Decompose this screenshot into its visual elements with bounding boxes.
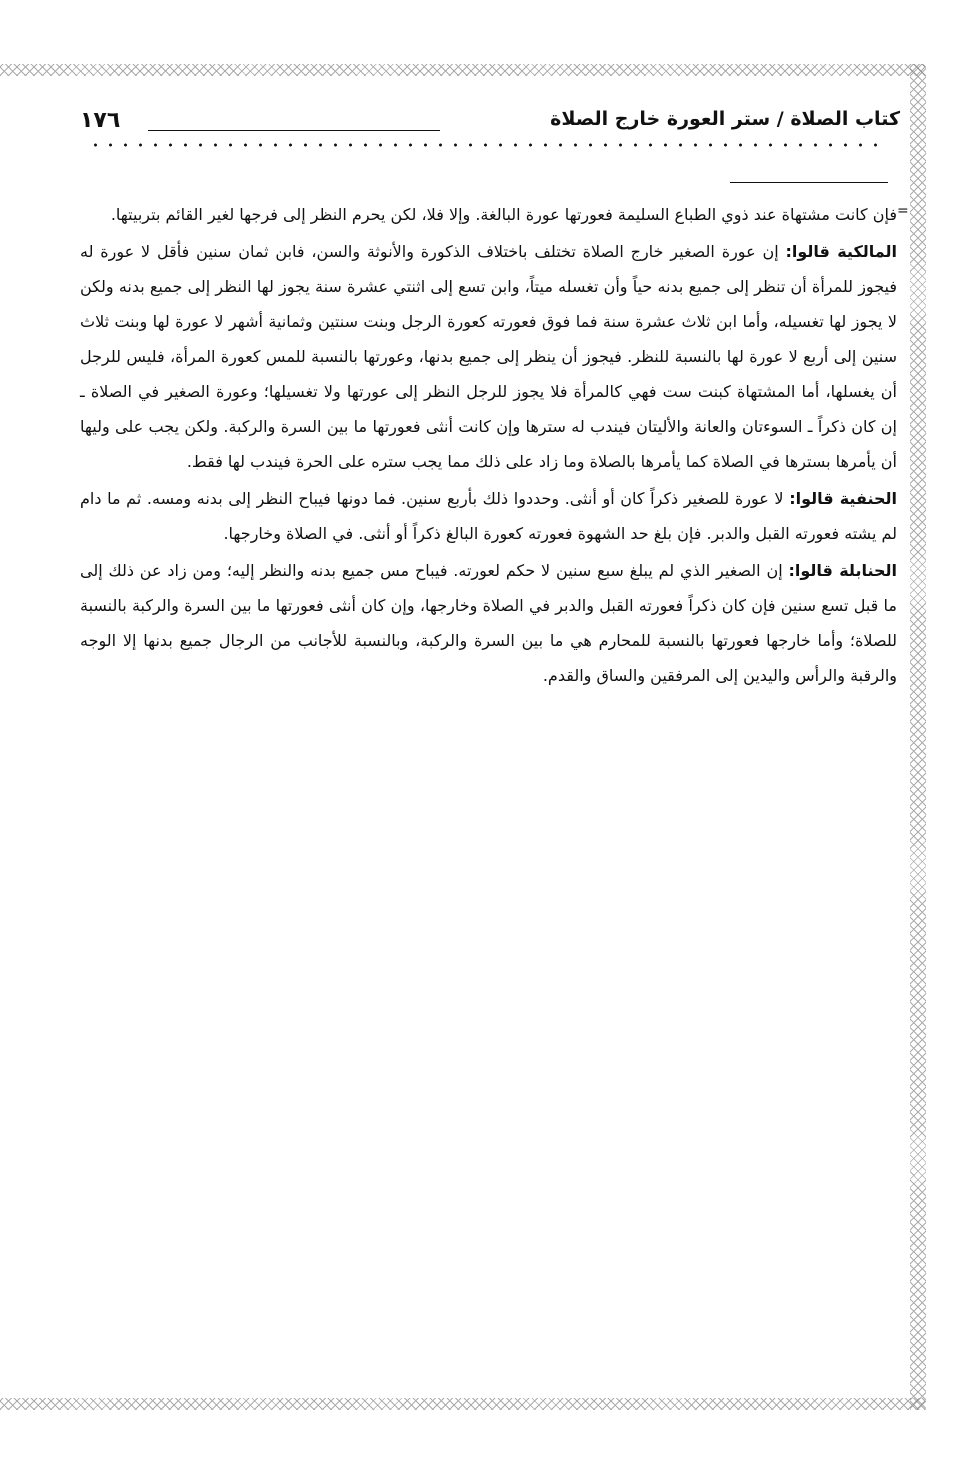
- decorative-border-top: [0, 64, 925, 76]
- page-number: ١٧٦: [80, 108, 121, 133]
- continuation-mark: =: [897, 203, 909, 219]
- decorative-border-bottom: [0, 1398, 925, 1410]
- running-title: كتاب الصلاة / ستر العورة خارج الصلاة: [550, 108, 900, 130]
- footnote-rule: [730, 182, 888, 183]
- page-header: [80, 108, 900, 142]
- paragraph-lead: الحنابلة قالوا:: [788, 561, 898, 580]
- paragraph-text: فإن كانت مشتهاة عند ذوي الطباع السليمة فعورتها عورة البالغة. وإلا فلا، لكن يحرم النظر إلى فرجها لغير القائم بتربيتها.: [110, 205, 897, 224]
- paragraph-continuation: [80, 197, 897, 232]
- footnote-body: [80, 197, 897, 695]
- paragraph-malikiyya: [80, 234, 897, 479]
- paragraph-text: إن عورة الصغير خارج الصلاة تختلف باختلاف الذكورة والأنوثة والسن، فابن ثمان سنين فأقل لا عورة له فيجوز للمرأة أن تنظر إلى جميع بدنه حياً وأن تغسله ميتاً، وابن تسع إلى اثنتي عشرة سنة يجوز لها النظر إلى جميع بدنه ولكن لا يجوز لها تغسيله، وأما ابن ثلاث عشرة سنة فما فوق فعورته كعورة الرجل وبنت سنتين وثمانية أشهر لا عورة لها وبنت ثلاث سنين إلى أربع لا عورة لها بالنسبة للنظر. فيجوز أن ينظر إلى جميع بدنها، وعورتها بالنسبة للمس كعورة المرأة، فليس للرجل أن يغسلها، أما المشتهاة كبنت ست فهي كالمرأة فلا يجوز للرجل النظر إلى عورتها ولا تغسيلها؛ وعورة الصغير في الصلاة ـ إن كان ذكراً ـ السوءتان والعانة والأليتان فيندب له سترها وإن كانت أنثى فعورتها ما بين السرة والركبة. ولكن يجب على وليها أن يأمرها بسترها في الصلاة كما يأمرها بالصلاة وما زاد على ذلك مما يجب ستره على الحرة فيندب لها فقط.: [80, 242, 897, 471]
- paragraph-text: لا عورة للصغير ذكراً كان أو أنثى. وحددوا ذلك بأربع سنين. فما دونها فيباح النظر إلى بدنه ومسه. ثم ما دام لم يشته فعورته القبل والدبر. فإن بلغ حد الشهوة فعورته كعورة البالغ ذكراً أو أنثى. في الصلاة وخارجها.: [80, 489, 897, 543]
- decorative-border-right: [910, 64, 926, 1410]
- paragraph-lead: الحنفية قالوا:: [789, 489, 898, 508]
- paragraph-hanafiyya: [80, 481, 897, 551]
- paragraph-lead: المالكية قالوا:: [785, 242, 898, 261]
- paragraph-hanabila: [80, 553, 897, 693]
- dotted-separator: [88, 138, 888, 152]
- header-rule: [148, 130, 440, 131]
- paragraph-text: إن الصغير الذي لم يبلغ سبع سنين لا حكم لعورته. فيباح مس جميع بدنه والنظر إليه؛ ومن زاد عن ذلك إلى ما قبل تسع سنين فإن كان ذكراً فعورته القبل والدبر في الصلاة وخارجها، وإن كان أنثى فعورتها ما بين السرة والركبة بالنسبة للصلاة؛ وأما خارجها فعورتها بالنسبة للمحارم هي ما بين السرة والركبة، وبالنسبة للأجانب من الرجال جميع بدنها إلا الوجه والرقبة والرأس واليدين إلى المرفقين والساق والقدم.: [80, 561, 897, 685]
